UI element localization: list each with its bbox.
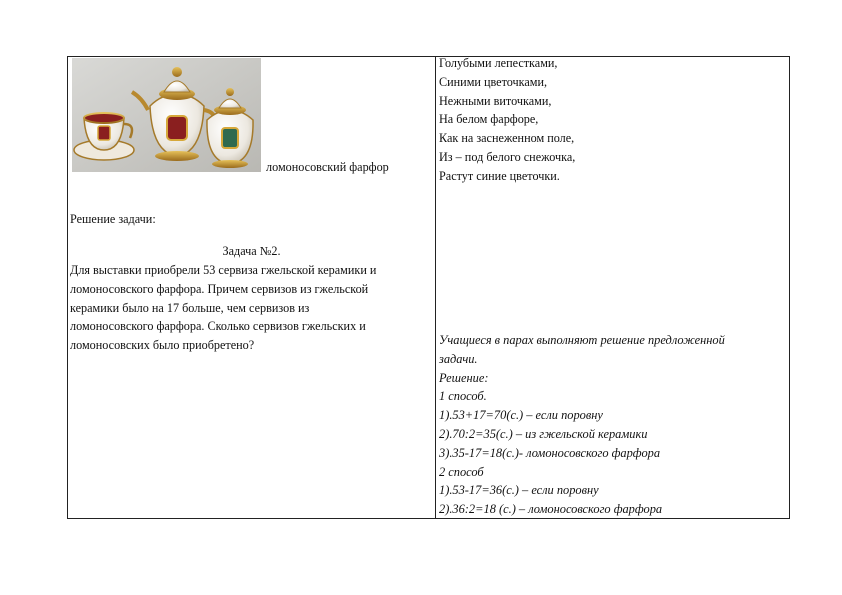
task-text <box>70 261 376 355</box>
answer-line: 2 способ <box>439 464 484 479</box>
task-line: Для выставки приобрели 53 сервиза гжельской керамики и <box>70 263 377 277</box>
poem-line: Растут синие цветочки. <box>439 168 560 183</box>
answer-line: 2).36:2=18 (с.) – ломоносовского фарфора <box>439 502 663 517</box>
answer-line: 1).53+17=70(с.) – если поровну <box>439 408 603 423</box>
answer-line: Решение: <box>439 370 489 385</box>
task-line: ломоносовского фарфора. Сколько сервизов гжельских и <box>70 319 366 334</box>
answer-line: 1 способ. <box>439 389 487 404</box>
task-line: ломоносовского фарфора. Причем сервизов из гжельской <box>70 281 369 296</box>
task-line: ломоносовских было приобретено? <box>70 338 255 353</box>
task-line: керамики было на 17 больше, чем сервизов из <box>70 300 310 315</box>
poem-line: Нежными виточками, <box>439 93 552 108</box>
solution-label: Решение задачи: <box>70 212 156 226</box>
porcelain-tea-set-image <box>72 58 261 172</box>
poem-line: Голубыми лепестками, <box>439 56 558 70</box>
poem-line: Из – под белого снежочка, <box>439 149 576 164</box>
answer-line: 2).70:2=35(с.) – из гжельской керамики <box>439 426 648 441</box>
answer-line: Учащиеся в парах выполняют решение предложенной <box>439 333 725 347</box>
poem-line: Синими цветочками, <box>439 74 548 89</box>
answer-line: 3).35-17=18(с.)- ломоносовского фарфора <box>439 445 661 460</box>
task-title: Задача №2. <box>222 244 281 258</box>
right-cell <box>436 57 790 518</box>
poem <box>439 54 575 186</box>
lesson-table <box>67 56 790 519</box>
left-cell <box>68 57 435 518</box>
answer-line: задачи. <box>439 351 478 366</box>
solution-answer <box>439 331 725 519</box>
image-caption: ломоносовский фарфор <box>266 160 389 174</box>
answer-line: 1).53-17=36(с.) – если поровну <box>439 483 599 498</box>
poem-line: На белом фарфоре, <box>439 112 539 127</box>
poem-line: Как на заснеженном поле, <box>439 131 575 146</box>
